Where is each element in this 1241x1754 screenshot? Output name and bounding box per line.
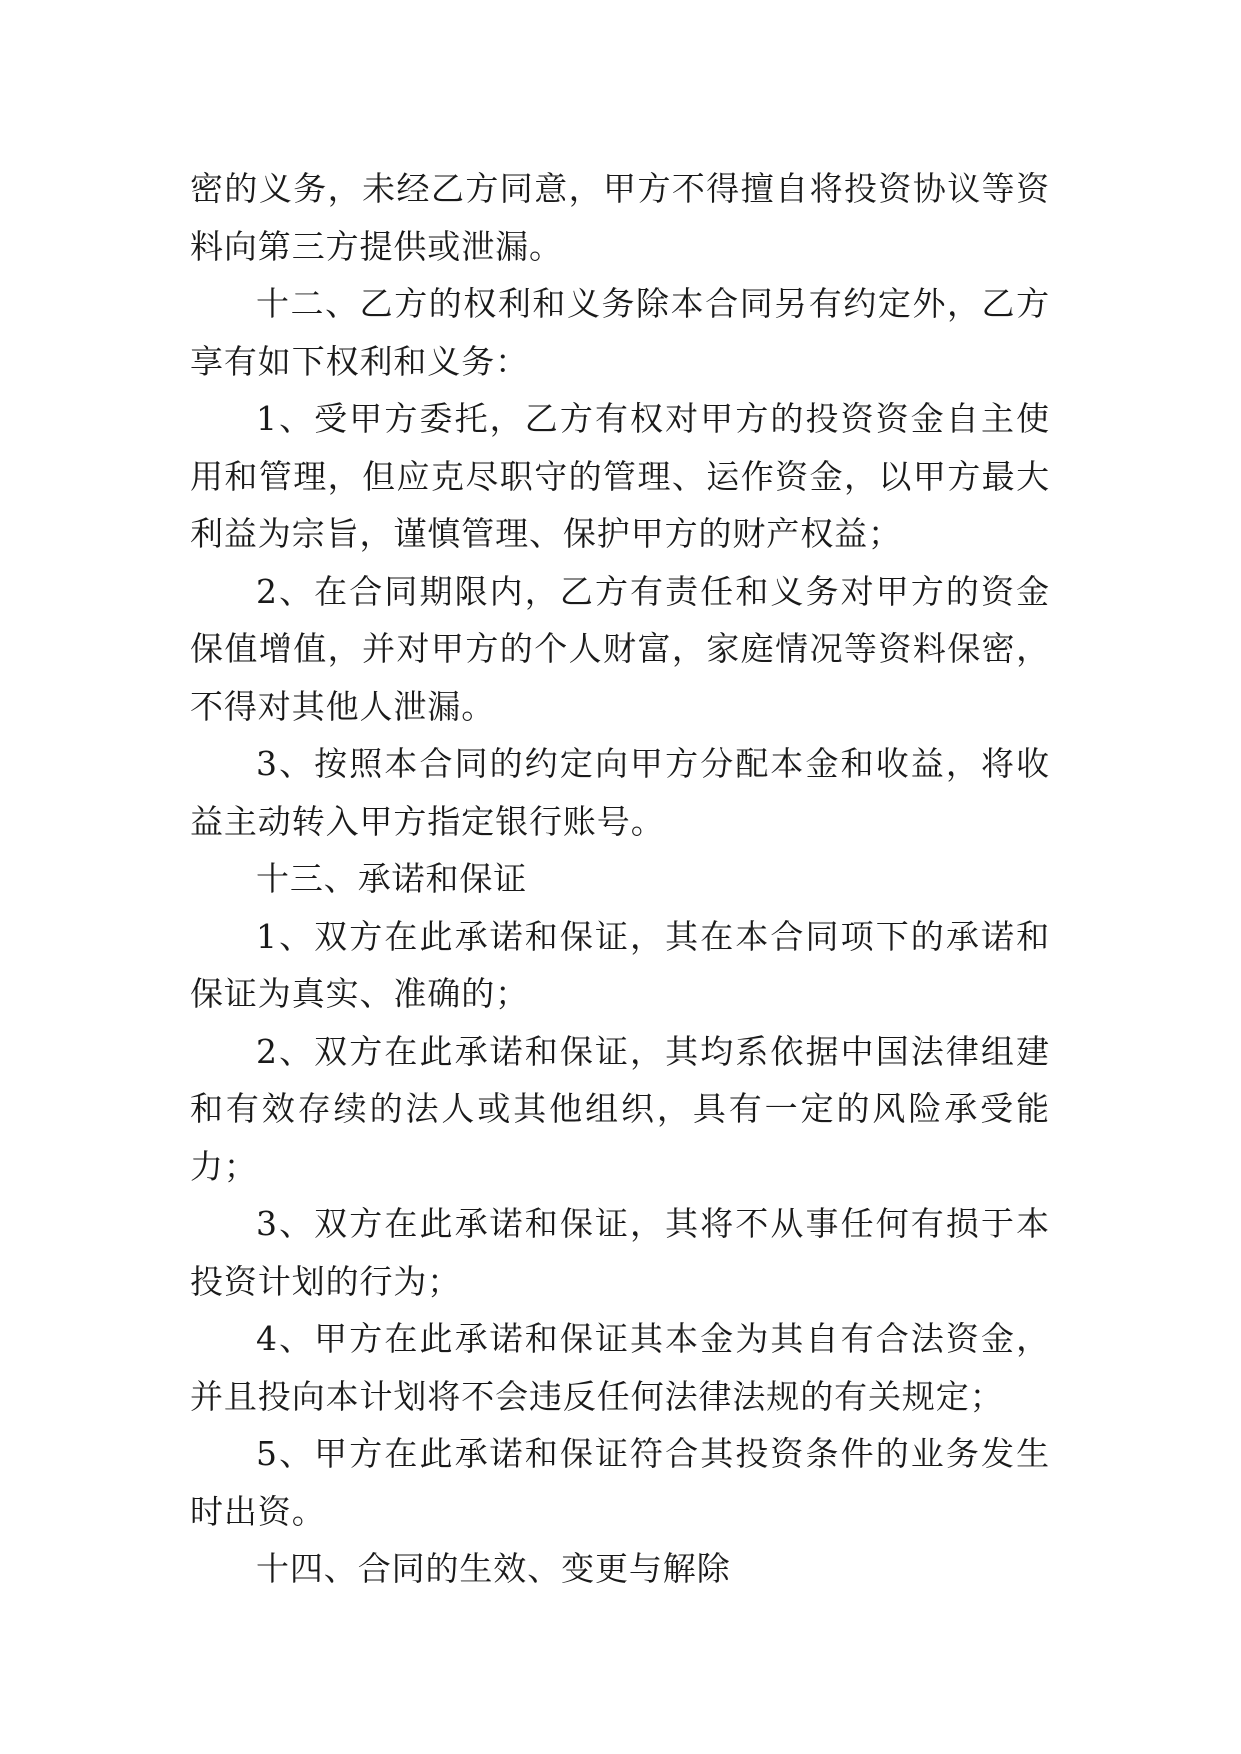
document-page [190, 160, 1050, 1598]
section-heading-12: 十二、乙方的权利和义务除本合同另有约定外，乙方享有如下权利和义务： [190, 284, 1050, 381]
clause-13-3: 3、双方在此承诺和保证，其将不从事任何有损于本投资计划的行为； [190, 1204, 1050, 1301]
section-heading-14: 十四、合同的生效、变更与解除 [256, 1549, 731, 1588]
clause-13-1: 1、双方在此承诺和保证，其在本合同项下的承诺和保证为真实、准确的； [190, 916, 1050, 1013]
clause-13-4: 4、甲方在此承诺和保证其本金为其自有合法资金，并且投向本计划将不会违反任何法律法规的有关规定； [190, 1319, 1050, 1416]
section-heading-13: 十三、承诺和保证 [256, 859, 528, 898]
clause-13-5: 5、甲方在此承诺和保证符合其投资条件的业务发生时出资。 [190, 1434, 1050, 1531]
clause-12-3: 3、按照本合同的约定向甲方分配本金和收益，将收益主动转入甲方指定银行账号。 [190, 744, 1050, 841]
clause-12-2: 2、在合同期限内，乙方有责任和义务对甲方的资金保值增值，并对甲方的个人财富，家庭情况等资料保密，不得对其他人泄漏。 [190, 571, 1050, 726]
clause-12-1: 1、受甲方委托，乙方有权对甲方的投资资金自主使用和管理，但应克尽职守的管理、运作资金，以甲方最大利益为宗旨，谨慎管理、保护甲方的财产权益； [190, 399, 1050, 553]
paragraph-confidentiality-continued: 密的义务，未经乙方同意，甲方不得擅自将投资协议等资料向第三方提供或泄漏。 [190, 169, 1050, 266]
clause-13-2: 2、双方在此承诺和保证，其均系依据中国法律组建和有效存续的法人或其他组织，具有一定的风险承受能力； [190, 1031, 1050, 1186]
